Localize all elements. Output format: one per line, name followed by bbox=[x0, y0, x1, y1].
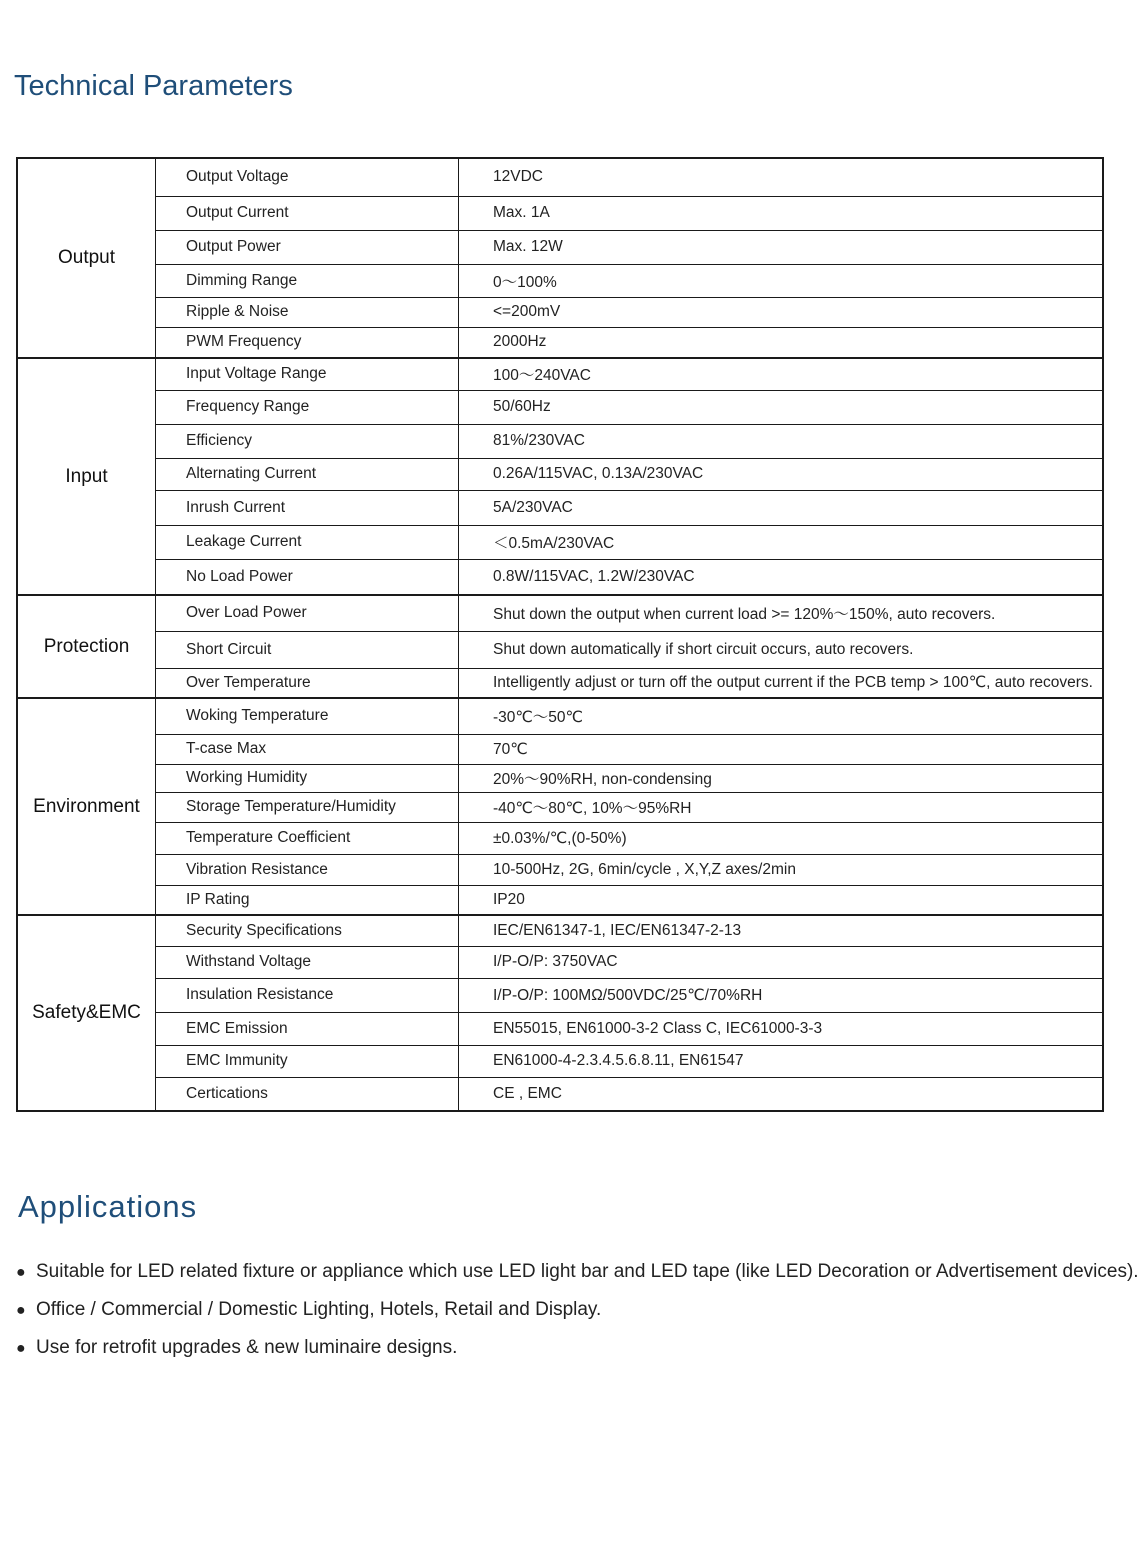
parameter-value: Shut down automatically if short circuit occurs, auto recovers. bbox=[459, 631, 1104, 668]
parameter-name: Security Specifications bbox=[156, 915, 459, 946]
category-cell: Safety&EMC bbox=[17, 915, 156, 1111]
parameter-value: 5A/230VAC bbox=[459, 490, 1104, 525]
list-item bbox=[16, 1293, 1139, 1331]
table-row bbox=[17, 1045, 1103, 1077]
parameter-value: 0.26A/115VAC, 0.13A/230VAC bbox=[459, 458, 1104, 490]
table-row bbox=[17, 297, 1103, 327]
list-item bbox=[16, 1331, 1139, 1369]
application-text: Suitable for LED related fixture or appliance which use LED light bar and LED tape (like LED Decoration or Advertisement devices). bbox=[36, 1261, 1139, 1282]
parameter-value: <=200mV bbox=[459, 297, 1104, 327]
parameter-value: 0.8W/115VAC, 1.2W/230VAC bbox=[459, 559, 1104, 595]
parameter-value: 0～100% bbox=[459, 264, 1104, 297]
parameter-name: EMC Immunity bbox=[156, 1045, 459, 1077]
table-row bbox=[17, 264, 1103, 297]
table-row bbox=[17, 358, 1103, 390]
list-item bbox=[16, 1255, 1139, 1293]
parameter-value: I/P-O/P: 3750VAC bbox=[459, 946, 1104, 978]
table-row bbox=[17, 764, 1103, 792]
table-row bbox=[17, 668, 1103, 698]
parameter-name: PWM Frequency bbox=[156, 327, 459, 358]
category-cell: Protection bbox=[17, 595, 156, 698]
bullet-icon: ● bbox=[16, 1340, 26, 1357]
parameter-value: CE , EMC bbox=[459, 1077, 1104, 1111]
parameter-value: Intelligently adjust or turn off the output current if the PCB temp > 100℃, auto recovers. bbox=[459, 668, 1104, 698]
table-row bbox=[17, 327, 1103, 358]
applications-title: Applications bbox=[18, 1189, 198, 1224]
parameter-name: Output Current bbox=[156, 196, 459, 230]
table-row bbox=[17, 734, 1103, 764]
parameter-name: Output Voltage bbox=[156, 158, 459, 196]
bullet-icon: ● bbox=[16, 1302, 26, 1319]
table-row bbox=[17, 854, 1103, 885]
page-title: Technical Parameters bbox=[14, 70, 293, 102]
table-row bbox=[17, 978, 1103, 1012]
application-text: Office / Commercial / Domestic Lighting, Hotels, Retail and Display. bbox=[36, 1299, 602, 1320]
parameter-value: 12VDC bbox=[459, 158, 1104, 196]
parameter-name: Over Temperature bbox=[156, 668, 459, 698]
parameter-value: 10-500Hz, 2G, 6min/cycle , X,Y,Z axes/2min bbox=[459, 854, 1104, 885]
parameter-value: IEC/EN61347-1, IEC/EN61347-2-13 bbox=[459, 915, 1104, 946]
parameter-name: Storage Temperature/Humidity bbox=[156, 792, 459, 822]
parameter-name: Inrush Current bbox=[156, 490, 459, 525]
table-row bbox=[17, 698, 1103, 734]
parameter-value: Max. 1A bbox=[459, 196, 1104, 230]
parameter-name: Insulation Resistance bbox=[156, 978, 459, 1012]
table-row bbox=[17, 230, 1103, 264]
technical-parameters-table bbox=[16, 157, 1104, 1112]
parameter-value: IP20 bbox=[459, 885, 1104, 915]
parameter-name: Leakage Current bbox=[156, 525, 459, 559]
parameter-name: Input Voltage Range bbox=[156, 358, 459, 390]
parameter-value: 81%/230VAC bbox=[459, 424, 1104, 458]
parameter-name: Dimming Range bbox=[156, 264, 459, 297]
applications-list bbox=[16, 1255, 1139, 1369]
table-row bbox=[17, 1012, 1103, 1045]
table-row bbox=[17, 631, 1103, 668]
parameter-value: -40℃～80℃, 10%～95%RH bbox=[459, 792, 1104, 822]
parameter-name: Certications bbox=[156, 1077, 459, 1111]
parameter-value: Max. 12W bbox=[459, 230, 1104, 264]
table-row bbox=[17, 559, 1103, 595]
parameter-name: Working Humidity bbox=[156, 764, 459, 792]
parameter-name: Woking Temperature bbox=[156, 698, 459, 734]
table-row bbox=[17, 822, 1103, 854]
table-row bbox=[17, 196, 1103, 230]
parameter-name: EMC Emission bbox=[156, 1012, 459, 1045]
parameter-value: 70℃ bbox=[459, 734, 1104, 764]
table-row bbox=[17, 525, 1103, 559]
parameter-name: No Load Power bbox=[156, 559, 459, 595]
parameter-name: Ripple & Noise bbox=[156, 297, 459, 327]
parameter-value: I/P-O/P: 100MΩ/500VDC/25℃/70%RH bbox=[459, 978, 1104, 1012]
table-row bbox=[17, 424, 1103, 458]
bullet-icon: ● bbox=[16, 1264, 26, 1281]
parameter-value: 100～240VAC bbox=[459, 358, 1104, 390]
parameter-name: Temperature Coefficient bbox=[156, 822, 459, 854]
parameter-name: Efficiency bbox=[156, 424, 459, 458]
category-cell: Environment bbox=[17, 698, 156, 915]
parameter-value: 2000Hz bbox=[459, 327, 1104, 358]
parameter-name: Over Load Power bbox=[156, 595, 459, 631]
table-row bbox=[17, 792, 1103, 822]
parameter-name: Frequency Range bbox=[156, 390, 459, 424]
category-cell: Output bbox=[17, 158, 156, 358]
parameter-name: Withstand Voltage bbox=[156, 946, 459, 978]
table-row bbox=[17, 946, 1103, 978]
parameter-value: -30℃～50℃ bbox=[459, 698, 1104, 734]
parameter-name: T-case Max bbox=[156, 734, 459, 764]
parameter-value: EN55015, EN61000-3-2 Class C, IEC61000-3-3 bbox=[459, 1012, 1104, 1045]
table-row bbox=[17, 595, 1103, 631]
table-row bbox=[17, 458, 1103, 490]
parameter-value: 20%～90%RH, non-condensing bbox=[459, 764, 1104, 792]
category-cell: Input bbox=[17, 358, 156, 595]
parameter-name: Short Circuit bbox=[156, 631, 459, 668]
table-row bbox=[17, 490, 1103, 525]
table-row bbox=[17, 1077, 1103, 1111]
table-row bbox=[17, 158, 1103, 196]
application-text: Use for retrofit upgrades & new luminaire designs. bbox=[36, 1337, 458, 1358]
parameter-value: 50/60Hz bbox=[459, 390, 1104, 424]
parameter-name: Vibration Resistance bbox=[156, 854, 459, 885]
table-row bbox=[17, 915, 1103, 946]
table-row bbox=[17, 390, 1103, 424]
parameter-name: IP Rating bbox=[156, 885, 459, 915]
table-row bbox=[17, 885, 1103, 915]
parameter-name: Output Power bbox=[156, 230, 459, 264]
parameter-value: ±0.03%/℃,(0-50%) bbox=[459, 822, 1104, 854]
parameter-value: ＜0.5mA/230VAC bbox=[459, 525, 1104, 559]
parameter-value: Shut down the output when current load >= 120%～150%, auto recovers. bbox=[459, 595, 1104, 631]
parameter-name: Alternating Current bbox=[156, 458, 459, 490]
parameter-value: EN61000-4-2.3.4.5.6.8.11, EN61547 bbox=[459, 1045, 1104, 1077]
